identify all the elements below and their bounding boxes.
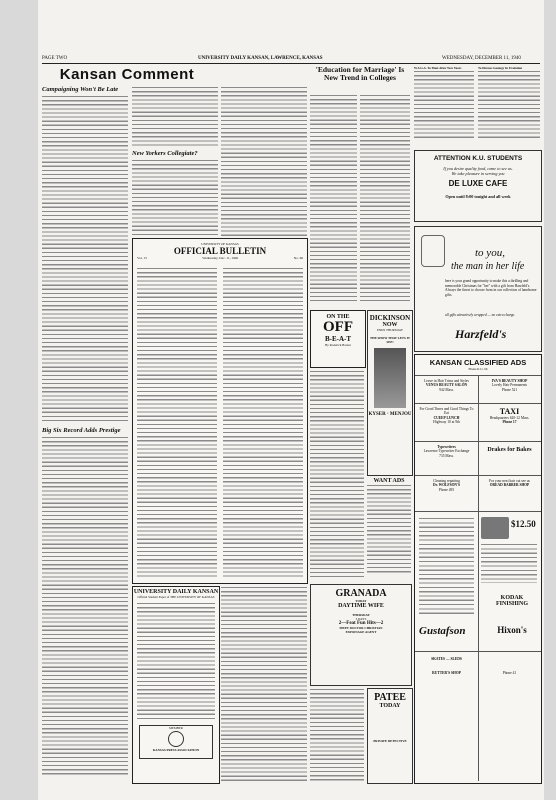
official-bulletin: [132, 238, 308, 584]
wsga-title: W.S.G.A. To Meet After New Years: [414, 66, 462, 70]
off-beat-byline: By Roderick Barton: [325, 343, 351, 347]
granada-espionage: ESPIONAGE AGENT: [345, 630, 377, 634]
editorial-text-4: [132, 159, 218, 236]
masthead-side-text: [221, 586, 307, 782]
editorial-column-3: [221, 86, 307, 236]
page-number: PAGE TWO: [42, 56, 68, 61]
editorial-text-2: [42, 436, 128, 776]
masthead-text: [137, 602, 215, 722]
harzfeld-logo: Harzfeld's: [455, 327, 507, 341]
masthead-subtitle: Official Student Paper of THE UNIVERSITY OF KANSAS: [137, 595, 215, 599]
camera-price: $12.50: [511, 519, 536, 529]
article-title: 'Education for Marriage' Is New Trend in Colleges: [315, 66, 405, 82]
newspaper-page: [38, 0, 544, 800]
wsga-text: [414, 70, 474, 140]
ride-text: [310, 688, 364, 782]
geology-title: To Discuss Geology In Evolution: [478, 66, 523, 70]
cafe-hours: Open until 8:00 tonight and all week: [445, 194, 511, 199]
member-label: MEMBER: [169, 726, 183, 730]
editorial-heading-3: New Yorkers Collegiate?: [132, 150, 198, 157]
camera-text: [481, 543, 537, 583]
kodak-finishing: KODAK FINISHING: [495, 595, 528, 607]
off-beat-text: [310, 370, 364, 580]
classified-ad-6: Drakes for Bakes: [487, 447, 532, 453]
off-beat-off: OFF: [323, 319, 353, 335]
granada-theatre-ad: [310, 584, 412, 686]
harzfelds-ad: [414, 226, 542, 352]
classified-ad-3: For Good Times and Good Things To Eat CUEEP LUNCH Highway 10 at 9th: [419, 407, 474, 424]
association-name: KANSAS PRESS ASSOCIATION: [152, 748, 200, 752]
skates-sleds: SKATES — SLEDS: [431, 657, 462, 661]
paper-name: UNIVERSITY DAILY KANSAN, LAWRENCE, KANSAS: [198, 56, 323, 61]
classified-ad-8: For your next hair cut see us OREAD BARBER SHOP: [489, 479, 530, 488]
article-text-1: [310, 94, 357, 304]
rutter-shop: RUTTER'S SHOP: [432, 671, 461, 675]
classified-ad-7: Cleaning repairing Dr. WOLFSON'S Phone 495: [433, 479, 460, 492]
bulletin-text-right: [223, 267, 303, 579]
granada-today: TODAY: [355, 599, 367, 603]
bulletin-text-left: [137, 267, 217, 579]
want-ads: [367, 478, 411, 582]
off-beat-on: ON THE: [326, 314, 350, 320]
patee-theatre-ad: [367, 688, 413, 784]
attention-line1: If you desire quality food, come to see us.: [443, 166, 513, 171]
granada-name: GRANADA: [335, 588, 387, 599]
ride-column: [310, 688, 364, 782]
gustafson-logo: Gustafson: [419, 625, 466, 637]
editorial-text-1: [42, 95, 128, 423]
hixon-phone: Phone 41: [502, 671, 517, 675]
bulletin-university: UNIVERSITY OF KANSAS: [201, 242, 239, 246]
editorial-heading-1: Campaigning Won't Be Late: [42, 86, 119, 93]
want-ads-title: WANT ADS: [373, 478, 405, 484]
granada-fun: 2—Feat Fun Hits—2: [338, 621, 384, 626]
masthead-title: UNIVERSITY DAILY KANSAN: [133, 589, 219, 595]
granada-thursday: THURSDAY: [352, 613, 370, 617]
dickinson-name: DICKINSON: [369, 314, 411, 322]
classified-ad-1: Leave in Hair Trims and Styles VENUS BEAUTY SALON 942 Mass.: [424, 379, 469, 392]
patee-name: PATEE: [374, 692, 406, 703]
gift-icon: [421, 235, 445, 267]
editorial-column-2: [132, 86, 218, 236]
press-association-seal: [139, 725, 213, 759]
issue-date: WEDNESDAY, DECEMBER 11, 1940: [442, 56, 521, 61]
patee-feature: PRIVATE DETECTIVE: [373, 739, 407, 743]
hixon-logo: Hixon's: [497, 625, 527, 635]
bulletin-info: [133, 256, 307, 260]
article-headline: [310, 66, 410, 90]
article-column-1: [310, 94, 357, 304]
bulletin-volume: Vol. 13: [137, 256, 147, 260]
bulletin-number: No. 66: [293, 256, 303, 260]
harzfeld-the-man: the man in her life: [451, 261, 525, 272]
classified-ad-5: Typewriters Lawrence Typewriter Exchange 735 Mass.: [423, 445, 470, 458]
want-ads-text: [367, 484, 411, 574]
dickinson-show: THE SHOW THAT LETS IT SEE!: [370, 336, 410, 344]
granada-feature: DAYTIME WIFE: [338, 603, 384, 609]
cafe-name: DE LUXE CAFE: [448, 179, 508, 188]
wsga-column: [414, 66, 474, 146]
off-beat-column: [310, 370, 364, 580]
dickinson-now: NOW: [382, 322, 398, 328]
harzfeld-to: to you,: [475, 247, 505, 259]
seal-icon: [168, 731, 184, 747]
kansan-comment-title: Kansan Comment: [59, 66, 195, 83]
bulletin-title: OFFICIAL BULLETIN: [173, 246, 267, 256]
header-rule: [42, 63, 540, 64]
attention-line2: We take pleasure in serving you: [451, 171, 505, 176]
harzfeld-body: here is your grand opportunity to make this a thrilling and memorable Christmas for "her" with a gift from Harzfeld's. Always the finest to choose from in our collection of handsome gifts.: [445, 279, 537, 297]
classified-phone: Phone K.U. 66: [468, 367, 488, 371]
bulletin-continued: [221, 586, 307, 782]
editorial-column-1: [42, 86, 128, 786]
off-beat-column-header: [310, 310, 366, 368]
granada-days: 3 DAYS: [355, 617, 367, 621]
classified-ad-4: TAXI Headquarters 620-12 Mass. Phone 17: [489, 407, 530, 425]
classified-title: KANSAN CLASSIFIED ADS: [429, 358, 527, 367]
geology-column: [478, 66, 540, 146]
dickinson-stars: KYSER · MENJOU: [368, 412, 412, 417]
editorial-heading-2: Big Six Record Adds Prestige: [42, 427, 121, 434]
geology-text: [478, 70, 540, 140]
classified-listing-text: [419, 517, 474, 617]
dickinson-photo: [374, 348, 406, 408]
classified-ads: [414, 354, 542, 784]
dickinson-theatre-ad: [367, 310, 413, 476]
granada-meet: MEET DOCTOR CHRISTIAN: [339, 626, 383, 630]
editorial-text-3: [132, 86, 218, 146]
dickinson-ends: ENDS THURSDAY: [376, 328, 404, 332]
attention-title: ATTENTION K.U. STUDENTS: [433, 155, 523, 162]
harzfeld-wrapped: all gifts attractively wrapped — no extra charge.: [445, 313, 516, 317]
editorial-text-5: [221, 86, 307, 236]
kansan-comment-banner: [42, 66, 212, 84]
camera-icon: [481, 517, 509, 539]
off-beat-beat: B-E-A-T: [324, 335, 352, 343]
classified-ad-2: IVA'S BEAUTY SHOP Lovely Hair Permanents Phone 521: [491, 379, 528, 392]
article-column-2: [360, 94, 410, 304]
masthead: [132, 586, 220, 784]
patee-today: TODAY: [379, 703, 401, 709]
deluxe-cafe-ad: [414, 150, 542, 222]
article-text-2: [360, 94, 410, 304]
bulletin-date: Wednesday, Dec. 11, 1940: [202, 256, 239, 260]
